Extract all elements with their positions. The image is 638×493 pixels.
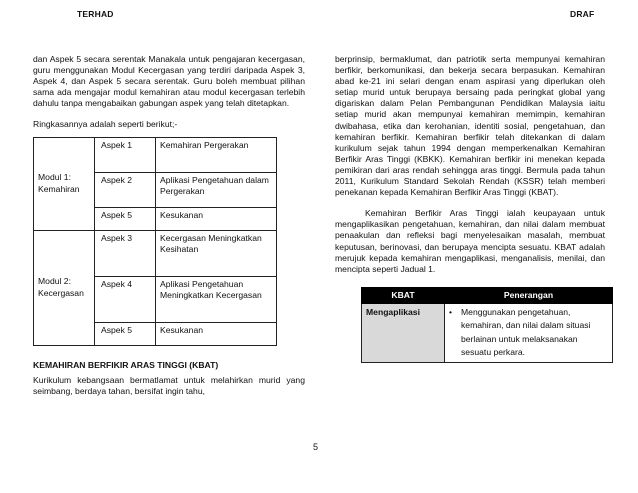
modul-2-cell: Modul 2: Kecergasan [34, 230, 95, 345]
table-header-row [362, 287, 613, 303]
aspek-cell: Aspek 5 [95, 207, 156, 230]
kbat-header: KBAT [362, 287, 445, 303]
table-row [362, 303, 613, 362]
right-paragraph-1: berprinsip, bermaklumat, dan patriotik serta mempunyai kemahiran berfikir, berkomunikasi, dan bekerja secara berpasukan. Kemahiran abad ke-21 ini selari dengan enam aspirasi yang diperlukan oleh setiap murid untuk berupaya bersaing pada peringkat global yang digariskan dalam Pelan Pembangunan Pendidikan Malaysia iaitu setiap murid akan mempunyai kemahiran memimpin, kemahiran dwibahasa, etika dan kerohanian, identiti sosial, pengetahuan, dan kemahiran berfikir. Kemahiran berfikir telah ditekankan di dalam kurikulum sejak tahun 1994 dengan memperkenalkan Kemahiran Berfikir Aras Tinggi (KBKK). Kemahiran berfikir ini menekan kepada pemikiran dari aras rendah sehingga aras tinggi. Bermula pada tahun 2011, Kurikulum Standard Sekolah Rendah (KSSR) telah memberi penekanan kepada Kemahiran Berfikir Aras Tinggi (KBAT). [335, 54, 605, 198]
intro-paragraph: dan Aspek 5 secara serentak Manakala untuk pengajaran kecergasan, guru menggunakan Modul Kecergasan yang terdiri daripada Aspek 3, Aspek 4, dan Aspek 5 secara serentak. Guru boleh membuat pilihan sama ada mengajar modul kemahiran atau modul kecergasan terlebih dahulu tanpa mengabaikan gabungan aspek yang telah ditetapkan. [33, 54, 305, 109]
aspek-cell: Aspek 4 [95, 276, 156, 322]
aspek-desc-cell: Kesukanan [156, 207, 277, 230]
penerangan-header: Penerangan [445, 287, 613, 303]
aspek-desc-cell: Aplikasi Pengetahuan dalam Pergerakan [156, 172, 277, 207]
header-classification: TERHAD [77, 9, 114, 19]
summary-label: Ringkasannya adalah seperti berikut;- [33, 119, 178, 130]
aspek-table [33, 137, 277, 346]
aspek-cell: Aspek 2 [95, 172, 156, 207]
aspek-desc-cell: Kecergasan Meningkatkan Kesihatan [156, 230, 277, 276]
aspek-cell: Aspek 5 [95, 322, 156, 345]
aspek-desc-cell: Aplikasi Pengetahuan Meningkatkan Kecergasan [156, 276, 277, 322]
bullet-icon: • [449, 306, 453, 317]
kbat-desc-cell [445, 303, 613, 362]
left-column [33, 54, 305, 397]
table-row [34, 230, 277, 276]
right-column [335, 54, 605, 363]
table-row [34, 137, 277, 172]
aspek-desc-cell: Kesukanan [156, 322, 277, 345]
aspek-cell: Aspek 1 [95, 137, 156, 172]
kbat-desc-text: Menggunakan pengetahuan, kemahiran, dan nilai dalam situasi berlainan untuk melaksanakan sesuatu perkara. [461, 306, 591, 358]
section-paragraph: Kurikulum kebangsaan bermatlamat untuk melahirkan murid yang seimbang, berdaya tahan, bersifat ingin tahu, [33, 374, 305, 396]
modul-1-cell: Modul 1: Kemahiran [34, 137, 95, 230]
kbat-table [361, 287, 613, 363]
right-paragraph-2: Kemahiran Berfikir Aras Tinggi ialah keupayaan untuk mengaplikasikan pengetahuan, kemahiran, dan nilai dalam membuat penaakulan dan refleksi bagi menyelesaikan masalah, membuat keputusan, berinovasi, dan berupaya mencipta sesuatu. KBAT adalah merujuk kepada kemahiran mengaplikasi, menganalisis, menilai, dan mencipta seperti Jadual 1. [335, 208, 605, 274]
aspek-desc-cell: Kemahiran Pergerakan [156, 137, 277, 172]
header-status: DRAF [570, 9, 595, 19]
section-title: KEMAHIRAN BERFIKIR ARAS TINGGI (KBAT) [33, 359, 219, 370]
page-number: 5 [313, 442, 319, 452]
aspek-cell: Aspek 3 [95, 230, 156, 276]
kbat-label-cell: Mengaplikasi [362, 303, 445, 362]
